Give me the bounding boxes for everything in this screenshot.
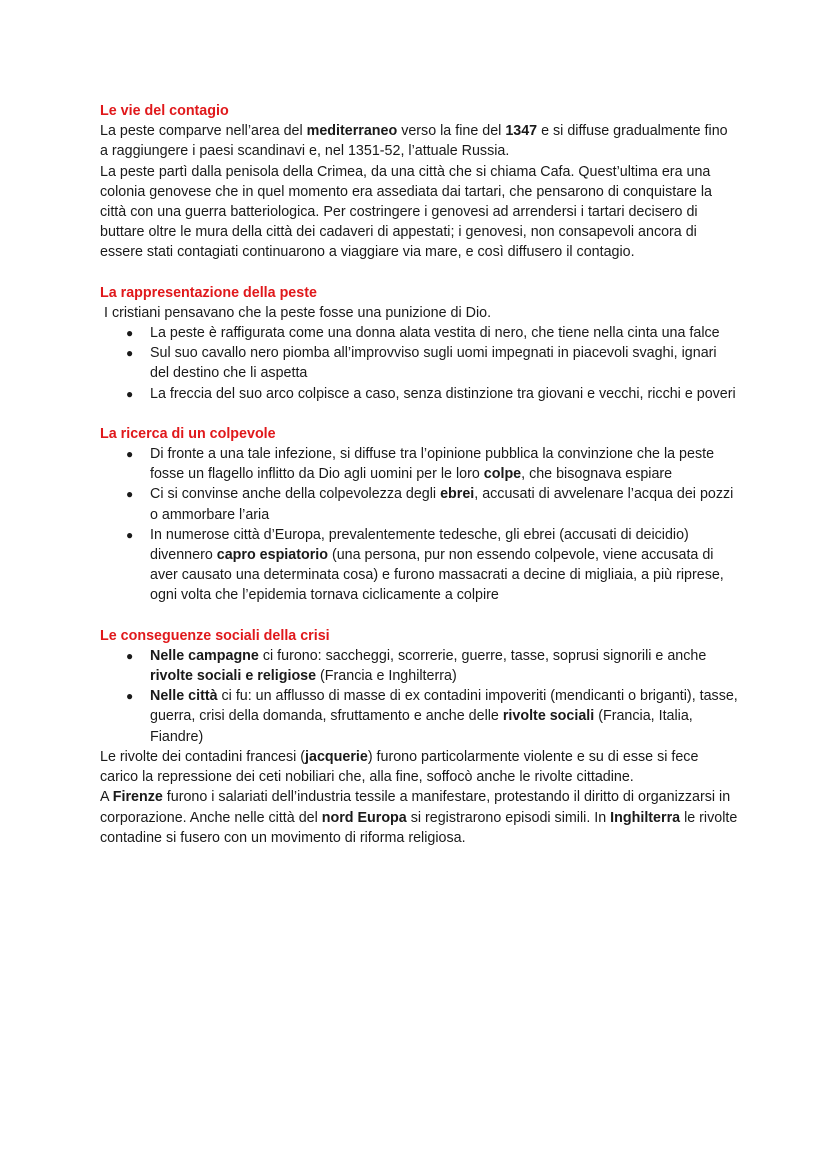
paragraph: La peste partì dalla penisola della Crimea, da una città che si chiama Cafa. Quest’ultima era una colonia genovese che in quel momento era assediata dai tartari, che pensarono di conquistare la città con una guerra batteriologica. Per costringere i genovesi ad arrendersi i tartari decisero di buttare oltre le mura della città dei cadaveri di appestati; i genovesi, non consapevoli ancora di essere stati contagiati continuarono a viaggiare via mare, e così diffusero il contagio.	[100, 163, 712, 261]
list-item-text: In numerose città d’Europa, prevalentemente tedesche, gli ebrei (accusati di deicidio) divennero capro espiatorio (una persona, pur non essendo colpevole, viene accusata di aver causato una determinata cosa) e furono massacrati a decine di migliaia, a più riprese, ogni volta che l’epidemia tornava ciclicamente a colpire	[150, 526, 724, 604]
section-rappresentazione-peste	[100, 283, 738, 404]
bold-term: rivolte sociali e religiose	[150, 668, 317, 685]
bullet-icon: ●	[126, 689, 134, 704]
section-conseguenze-sociali	[100, 626, 738, 848]
bold-term: colpe	[483, 466, 522, 483]
bold-term: 1347	[505, 123, 538, 140]
bold-term: Inghilterra	[610, 809, 681, 826]
paragraph: La peste comparve nell’area del mediterraneo verso la fine del 1347 e si diffuse gradualmente fino a raggiungere i paesi scandinavi e, nel 1351-52, l’attuale Russia.	[100, 123, 728, 160]
list-item	[100, 444, 738, 484]
bullet-icon: ●	[126, 386, 134, 401]
list-item-text: Nelle città ci fu: un afflusso di masse di ex contadini impoveriti (mendicanti o briganti), tasse, guerra, crisi della domanda, sfruttamento e anche delle rivolte sociali (Francia, Italia, Fiandre)	[150, 688, 738, 745]
list-item	[100, 343, 738, 383]
bold-term: mediterraneo	[306, 123, 398, 140]
bullet-icon: ●	[126, 326, 134, 341]
bold-term: Firenze	[112, 789, 163, 806]
bullet-icon: ●	[126, 527, 134, 542]
bullet-icon: ●	[126, 346, 134, 361]
bullet-list	[100, 444, 738, 606]
list-item	[100, 686, 738, 747]
section-vie-del-contagio	[100, 101, 738, 263]
list-item-text: La peste è raffigurata come una donna alata vestita di nero, che tiene nella cinta una falce	[150, 325, 720, 342]
paragraph: Le rivolte dei contadini francesi (jacquerie) furono particolarmente violente e su di esse si fece carico la repressione dei ceti nobiliari che, alla fine, soffocò anche le rivolte cittadine.	[100, 748, 699, 786]
section-heading: Le vie del contagio	[100, 103, 229, 119]
list-item	[100, 323, 738, 343]
bold-term: Nelle campagne	[150, 647, 259, 664]
bullet-icon: ●	[126, 487, 134, 502]
list-item-text: Di fronte a una tale infezione, si diffuse tra l’opinione pubblica la convinzione che la peste fosse un flagello inflitto da Dio agli uomini per le loro colpe, che bisognava espiare	[150, 446, 715, 483]
bullet-icon: ●	[126, 648, 134, 663]
section-ricerca-colpevole	[100, 424, 738, 606]
list-item-text: Nelle campagne ci furono: saccheggi, scorrerie, guerre, tasse, soprusi signorili e anche rivolte sociali e religiose (Francia e Inghilterra)	[150, 647, 707, 685]
list-item-text: La freccia del suo arco colpisce a caso, senza distinzione tra giovani e vecchi, ricchi e poveri	[150, 385, 736, 402]
bullet-list	[100, 323, 738, 404]
bold-term: ebrei	[440, 486, 475, 503]
bold-term: rivolte sociali	[502, 708, 595, 725]
section-heading: Le conseguenze sociali della crisi	[100, 627, 330, 644]
list-item	[100, 525, 738, 606]
paragraph: A Firenze furono i salariati dell’industria tessile a manifestare, protestando il diritto di organizzarsi in corporazione. Anche nelle città del nord Europa si registrarono episodi simili. In Inghilterra le rivolte contadine si fusero con un movimento di riforma religiosa.	[100, 789, 738, 846]
section-heading: La rappresentazione della peste	[100, 284, 317, 301]
list-item	[100, 484, 738, 524]
list-item	[100, 384, 738, 404]
list-item-text: Sul suo cavallo nero piomba all’improvviso sugli uomi impegnati in piacevoli svaghi, ignari del destino che li aspetta	[150, 345, 717, 382]
bold-term: nord Europa	[321, 809, 407, 826]
bold-term: jacquerie	[305, 748, 368, 765]
bold-term: Nelle città	[150, 688, 218, 705]
bullet-icon: ●	[126, 447, 134, 462]
list-item	[100, 646, 738, 686]
list-item-text: Ci si convinse anche della colpevolezza degli ebrei, accusati di avvelenare l’acqua dei pozzi o ammorbare l’aria	[150, 486, 734, 523]
section-heading: La ricerca di un colpevole	[100, 425, 276, 442]
bold-term: capro espiatorio	[216, 547, 328, 564]
bullet-list	[100, 646, 738, 747]
paragraph: I cristiani pensavano che la peste fosse una punizione di Dio.	[104, 304, 492, 321]
